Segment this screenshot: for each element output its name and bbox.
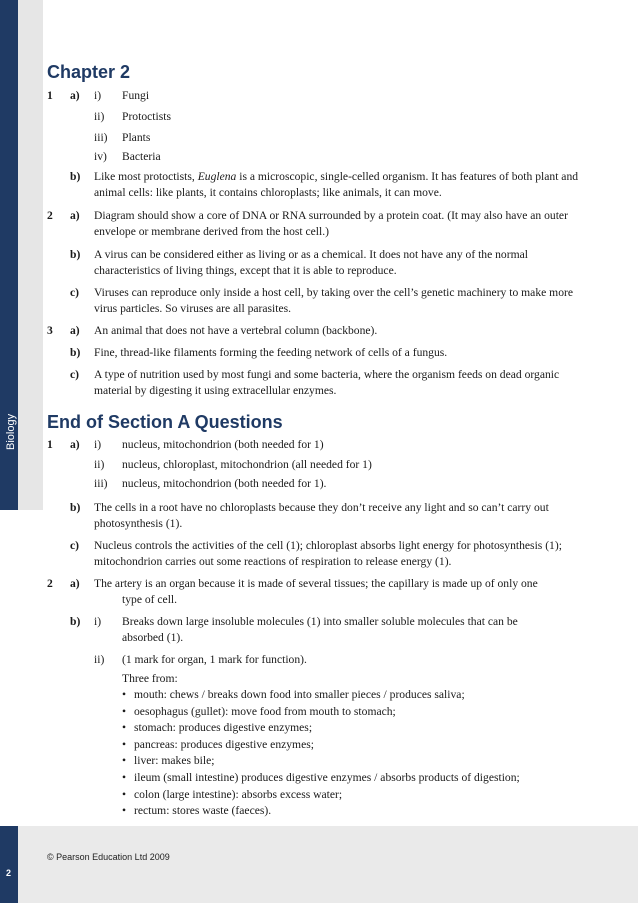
copyright-text: © Pearson Education Ltd 2009 bbox=[47, 852, 170, 862]
bullet-icon: • bbox=[122, 721, 127, 735]
answer-text: Nucleus controls the activities of the cell (1); chloroplast absorbs light energy for photosynthesis (1); mitochondrion carries out some reactions of respiration to release energy (1). bbox=[94, 539, 562, 568]
section-heading: End of Section A Questions bbox=[47, 412, 283, 432]
bullet-item: rectum: stores waste (faeces). bbox=[134, 804, 272, 818]
item-numeral: ii) bbox=[94, 110, 105, 123]
bullet-icon: • bbox=[122, 704, 127, 718]
item-numeral: i) bbox=[94, 615, 102, 628]
answer-text: A virus can be considered either as living or as a chemical. It does not have any of the normal characteristics of living things, except that it is able to reproduce. bbox=[94, 248, 528, 277]
part-label: b) bbox=[70, 501, 81, 514]
part-label: a) bbox=[70, 438, 80, 451]
part-label: b) bbox=[70, 346, 81, 359]
answer-text: A type of nutrition used by most fungi and some bacteria, where the organism feeds on dead organic material by digesting it using extracellular enzymes. bbox=[94, 368, 560, 397]
three-from-label: Three from: bbox=[122, 672, 178, 685]
question-number: 1 bbox=[47, 438, 53, 451]
item-numeral: iii) bbox=[94, 131, 108, 144]
bullet-icon: • bbox=[122, 688, 127, 701]
answer-text: Like most protoctists, Euglena is a microscopic, single-celled organism. It has features of both plant and animal cells: like plants, it contains chloroplasts; like animals, it can move. bbox=[94, 170, 579, 199]
item-text: nucleus, mitochondrion (both needed for 1) bbox=[122, 438, 324, 451]
footer-band bbox=[0, 826, 638, 903]
question-number: 1 bbox=[47, 89, 53, 102]
question-number: 2 bbox=[47, 209, 53, 222]
part-label: b) bbox=[70, 248, 81, 261]
part-label: a) bbox=[70, 324, 80, 337]
question-number: 3 bbox=[47, 324, 53, 337]
item-numeral: iii) bbox=[94, 477, 108, 490]
answer-text: The artery is an organ because it is made of several tissues; the capillary is made up of only one bbox=[94, 577, 538, 590]
item-numeral: i) bbox=[94, 89, 102, 102]
part-label: c) bbox=[70, 286, 80, 299]
answer-text: Diagram should show a core of DNA or RNA surrounded by a protein coat. (It may also have an outer envelope or membrane derived from the host cell.) bbox=[94, 209, 568, 238]
part-label: b) bbox=[70, 615, 81, 628]
item-text: Plants bbox=[122, 131, 151, 144]
part-label: a) bbox=[70, 209, 80, 222]
answer-text: Breaks down large insoluble molecules (1) into smaller soluble molecules that can be bbox=[122, 615, 518, 628]
bullet-item: pancreas: produces digestive enzymes; bbox=[134, 737, 314, 751]
part-label: a) bbox=[70, 89, 80, 102]
item-numeral: i) bbox=[94, 438, 102, 451]
item-text: nucleus, mitochondrion (both needed for 1). bbox=[122, 477, 327, 490]
page-number: 2 bbox=[6, 868, 12, 878]
question-number: 2 bbox=[47, 577, 53, 590]
answer-text-continued: type of cell. bbox=[122, 593, 178, 606]
bullet-icon: • bbox=[122, 771, 127, 784]
bullet-icon: • bbox=[122, 754, 127, 768]
bullet-item: mouth: chews / breaks down food into smaller pieces / produces saliva; bbox=[134, 688, 465, 701]
item-text: nucleus, chloroplast, mitochondrion (all needed for 1) bbox=[122, 458, 372, 471]
bullet-item: oesophagus (gullet): move food from mouth to stomach; bbox=[134, 704, 396, 718]
part-label: c) bbox=[70, 368, 80, 381]
item-text: Bacteria bbox=[122, 150, 161, 163]
part-label: b) bbox=[70, 170, 81, 183]
item-text: Fungi bbox=[122, 89, 150, 102]
bullet-item: liver: makes bile; bbox=[134, 754, 215, 768]
bullet-icon: • bbox=[122, 804, 127, 818]
answer-text: Fine, thread-like filaments forming the feeding network of cells of a fungus. bbox=[94, 346, 448, 359]
item-text: Protoctists bbox=[122, 110, 171, 123]
item-numeral: ii) bbox=[94, 653, 105, 666]
answer-text: An animal that does not have a vertebral column (backbone). bbox=[94, 324, 378, 337]
answer-text: (1 mark for organ, 1 mark for function). bbox=[122, 653, 307, 666]
item-numeral: ii) bbox=[94, 458, 105, 471]
footer-accent-bar bbox=[0, 826, 18, 903]
bullet-icon: • bbox=[122, 737, 127, 751]
item-numeral: iv) bbox=[94, 150, 107, 163]
chapter-heading: Chapter 2 bbox=[47, 62, 131, 82]
bullet-item: stomach: produces digestive enzymes; bbox=[134, 721, 313, 735]
part-label: a) bbox=[70, 577, 80, 590]
bullet-item: colon (large intestine): absorbs excess water; bbox=[134, 787, 343, 801]
answer-text: Viruses can reproduce only inside a host cell, by taking over the cell’s genetic machinery to make more virus particles. So viruses are all parasites. bbox=[94, 286, 573, 315]
answer-text-continued: absorbed (1). bbox=[122, 631, 184, 644]
bullet-item: ileum (small intestine) produces digestive enzymes / absorbs products of digestion; bbox=[134, 771, 520, 784]
part-label: c) bbox=[70, 539, 80, 552]
answer-text: The cells in a root have no chloroplasts because they don’t receive any light and so can’t carry out photosynthesis (1). bbox=[94, 501, 549, 530]
subject-label bbox=[5, 438, 17, 450]
bullet-icon: • bbox=[122, 787, 127, 801]
